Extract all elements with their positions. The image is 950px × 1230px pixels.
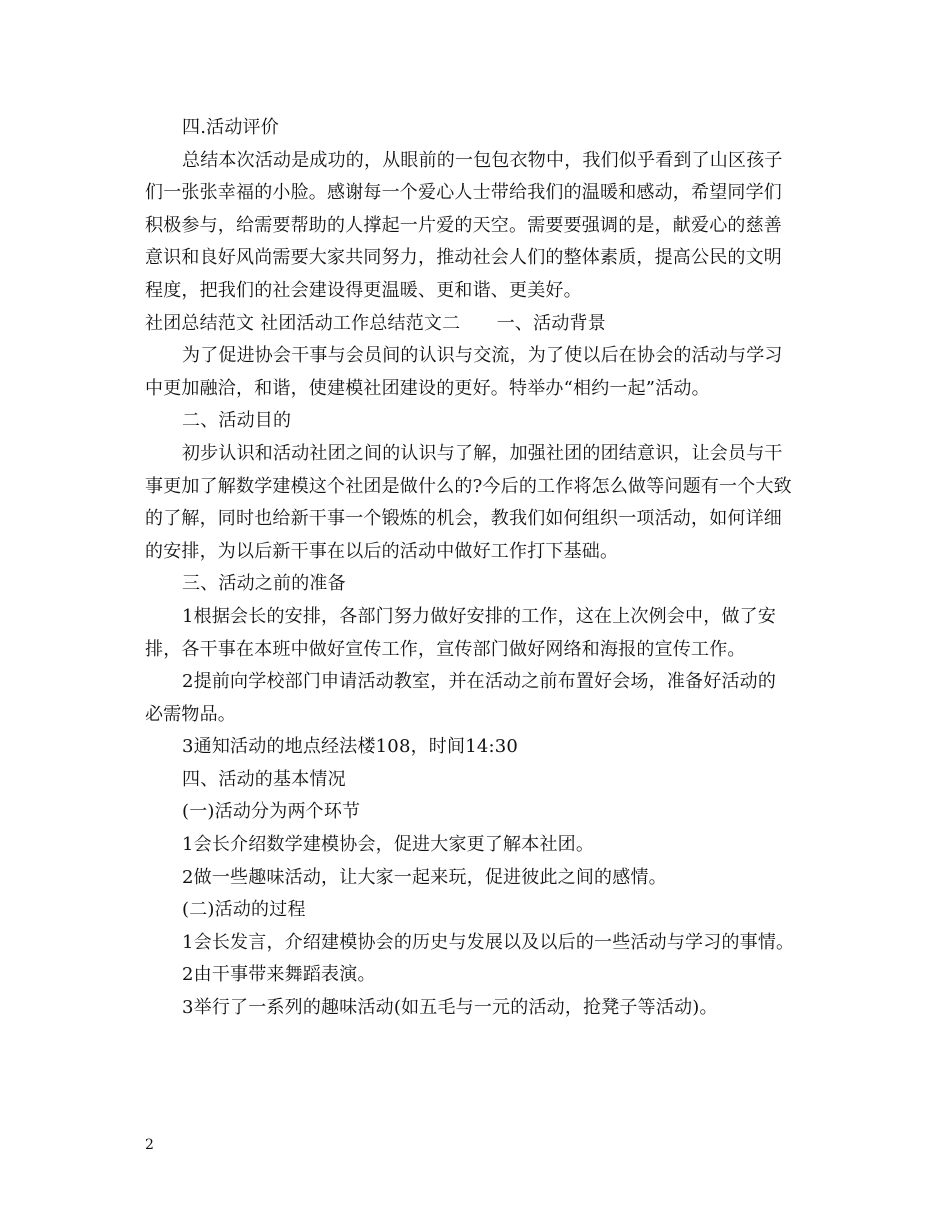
paragraph-line: 的了解，同时也给新干事一个锻炼的机会，教我们如何组织一项活动，如何详细: [145, 508, 782, 530]
subsection-heading: (一)活动分为两个环节: [182, 801, 361, 823]
section-heading-preparation: 三、活动之前的准备: [182, 573, 346, 595]
paragraph-line: 们一张张幸福的小脸。感谢每一个爱心人士带给我们的温暖和感动，希望同学们: [145, 182, 782, 204]
list-item: 3举行了一系列的趣味活动(如五毛与一元的活动，抢凳子等活动)。: [182, 997, 718, 1019]
document-body: [145, 112, 810, 1025]
paragraph-line: 排，各干事在本班中做好宣传工作，宣传部门做好网络和海报的宣传工作。: [145, 638, 746, 660]
paragraph-line: 初步认识和活动社团之间的认识与了解，加强社团的团结意识，让会员与干: [182, 442, 783, 464]
paragraph-line: 总结本次活动是成功的，从眼前的一包包衣物中，我们似乎看到了山区孩子: [182, 149, 783, 171]
paragraph-line: 事更加了解数学建模这个社团是做什么的?今后的工作将怎么做等问题有一个大致: [145, 475, 792, 497]
list-item: 2做一些趣味活动，让大家一起来玩，促进彼此之间的感情。: [182, 866, 667, 888]
paragraph-line: 程度，把我们的社会建设得更温暖、更和谐、更美好。: [145, 279, 582, 301]
paragraph-line: 必需物品。: [145, 703, 236, 725]
page-number: 2: [145, 1137, 154, 1153]
subsection-heading: (二)活动的过程: [182, 899, 306, 921]
list-item: 1会长介绍数学建模协会，促进大家更了解本社团。: [182, 834, 595, 856]
list-item: 2由干事带来舞蹈表演。: [182, 964, 376, 986]
paragraph-line: 积极参与，给需要帮助的人撑起一片爱的天空。需要要强调的是，献爱心的慈善: [145, 214, 782, 236]
paragraph-line: 3通知活动的地点经法楼108，时间14:30: [182, 736, 519, 758]
paragraph-line: 中更加融洽，和谐，使建模社团建设的更好。特举办“相约一起”活动。: [145, 377, 710, 399]
paragraph-line: 为了促进协会干事与会员间的认识与交流，为了使以后在协会的活动与学习: [182, 345, 783, 367]
document-subtitle-line: 社团总结范文 社团活动工作总结范文二 一、活动背景: [145, 312, 606, 334]
paragraph-line: 1根据会长的安排，各部门努力做好安排的工作，这在上次例会中，做了安: [182, 605, 777, 627]
paragraph-line: 意识和良好风尚需要大家共同努力，推动社会人们的整体素质，提高公民的文明: [145, 247, 782, 269]
paragraph-line: 2提前向学校部门申请活动教室，并在活动之前布置好会场，准备好活动的: [182, 671, 777, 693]
section-heading-basic-info: 四、活动的基本情况: [182, 768, 346, 790]
section-heading-purpose: 二、活动目的: [182, 410, 292, 432]
section-heading-evaluation: 四.活动评价: [182, 117, 279, 138]
paragraph-line: 的安排，为以后新干事在以后的活动中做好工作打下基础。: [145, 540, 619, 562]
list-item: 1会长发言，介绍建模协会的历史与发展以及以后的一些活动与学习的事情。: [182, 931, 795, 953]
